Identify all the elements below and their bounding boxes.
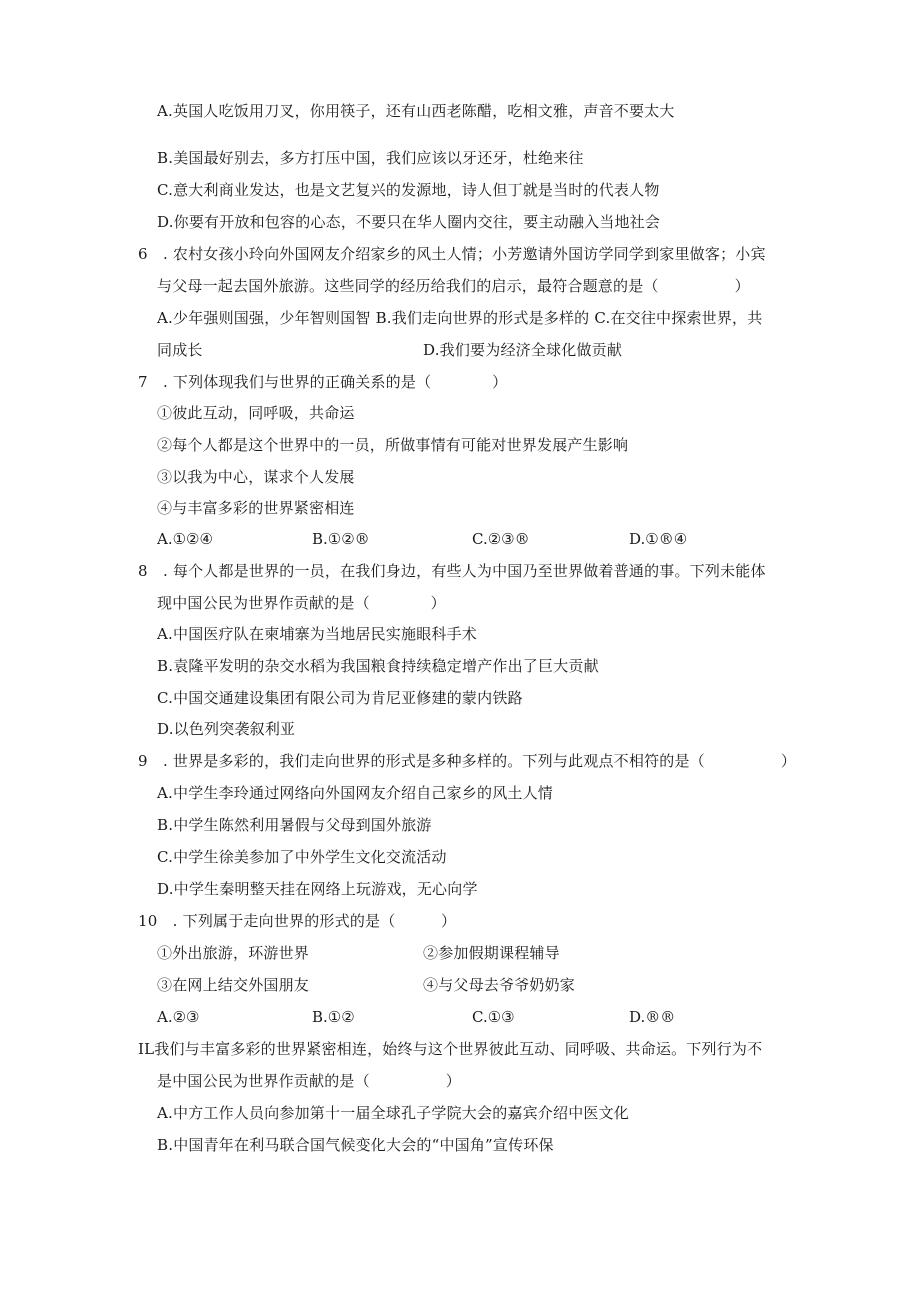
q7-option-a: A.①②④	[157, 530, 213, 548]
q9-option-c: C.中学生徐美参加了中外学生文化交流活动	[157, 848, 447, 866]
q10-statement-4: ④与父母去爷爷奶奶家	[423, 976, 576, 994]
q7-statement-2: ②每个人都是这个世界中的一员，所做事情有可能对世界发展产生影响	[157, 436, 629, 454]
q5-option-d: D.你要有开放和包容的心态，不要只在华人圈内交往，要主动融入当地社会	[157, 213, 661, 231]
q10-option-c: C.①③	[472, 1008, 515, 1026]
q11-stem-line-1: IL我们与丰富多彩的世界紧密相连，始终与这个世界彼此互动、同呼吸、共命运。下列行为不	[138, 1040, 763, 1058]
q10-option-d: D.®®	[629, 1008, 676, 1026]
q7-stem: 7 . 下列体现我们与世界的正确关系的是（ ）	[138, 373, 508, 391]
q7-option-c: C.②③®	[472, 530, 530, 548]
q8-stem-line-1: 8 . 每个人都是世界的一员，在我们身边，有些人为中国乃至世界做着普通的事。下列未能体	[138, 562, 766, 580]
q8-option-a: A.中国医疗队在柬埔寨为当地居民实施眼科手术	[157, 625, 478, 643]
q5-option-c: C.意大利商业发达，也是文艺复兴的发源地，诗人但丁就是当时的代表人物	[157, 181, 660, 199]
q6-options-line-2a: 同成长	[157, 341, 203, 359]
q11-option-a: A.中方工作人员向参加第十一届全球孔子学院大会的嘉宾介绍中医文化	[157, 1104, 630, 1122]
q10-stem: 10 . 下列属于走向世界的形式的是（ ）	[138, 912, 457, 930]
q8-option-c: C.中国交通建设集团有限公司为肯尼亚修建的蒙内铁路	[157, 689, 523, 707]
q5-option-b: B.美国最好别去，多方打压中国，我们应该以牙还牙，杜绝来往	[157, 149, 584, 167]
q6-options-line-1: A.少年强则国强，少年智则国智 B.我们走向世界的形式是多样的 C.在交往中探索世界，共	[157, 309, 763, 327]
q10-option-b: B.①②	[312, 1008, 355, 1026]
q7-option-d: D.①®④	[629, 530, 688, 548]
q8-option-d: D.以色列突袭叙利亚	[157, 720, 296, 738]
q11-option-b: B.中国青年在利马联合国气候变化大会的“中国角”宣传环保	[157, 1136, 554, 1154]
q7-statement-4: ④与丰富多彩的世界紧密相连	[157, 499, 355, 517]
q6-option-d: D.我们要为经济全球化做贡献	[423, 341, 623, 359]
q6-stem-line-1: 6 . 农村女孩小玲向外国网友介绍家乡的风土人情；小芳邀请外国访学同学到家里做客；小宾	[138, 245, 766, 263]
q6-stem-line-2: 与父母一起去国外旅游。这些同学的经历给我们的启示，最符合题意的是（ ）	[157, 277, 750, 295]
q10-option-a: A.②③	[157, 1008, 200, 1026]
q7-option-b: B.①②®	[312, 530, 370, 548]
q9-option-a: A.中学生李玲通过网络向外国网友介绍自己家乡的风土人情	[157, 784, 554, 802]
q9-option-b: B.中学生陈然利用暑假与父母到国外旅游	[157, 816, 432, 834]
q10-statement-2: ②参加假期课程辅导	[423, 944, 560, 962]
q5-option-a: A.英国人吃饭用刀叉，你用筷子，还有山西老陈醋，吃相文雅，声音不要太大	[157, 102, 675, 120]
q9-stem: 9 . 世界是多彩的，我们走向世界的形式是多种多样的。下列与此观点不相符的是（ ）	[138, 752, 797, 770]
q9-option-d: D.中学生秦明整天挂在网络上玩游戏，无心向学	[157, 880, 478, 898]
q8-option-b: B.袁隆平发明的杂交水稻为我国粮食持续稳定增产作出了巨大贡献	[157, 657, 599, 675]
q7-statement-3: ③以我为中心，谋求个人发展	[157, 468, 355, 486]
q11-stem-line-2: 是中国公民为世界作贡献的是（ ）	[157, 1072, 462, 1090]
q10-statement-1: ①外出旅游，环游世界	[157, 944, 310, 962]
q10-statement-3: ③在网上结交外国朋友	[157, 976, 310, 994]
q7-statement-1: ①彼此互动，同呼吸，共命运	[157, 404, 355, 422]
q8-stem-line-2: 现中国公民为世界作贡献的是（ ）	[157, 594, 446, 612]
